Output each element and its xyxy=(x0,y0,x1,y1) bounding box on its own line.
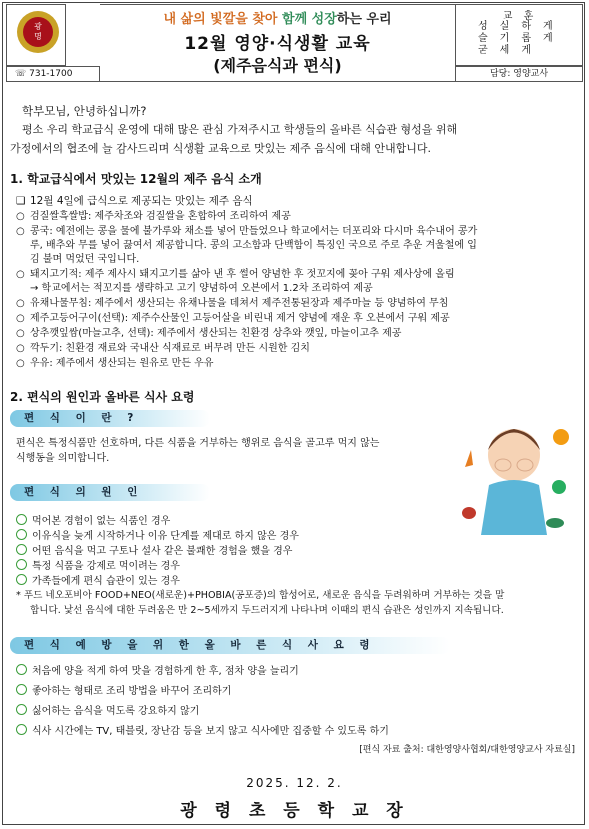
page-title: 12월 영양·식생활 교육 xyxy=(184,34,371,54)
food-item: ○ 콩국: 예전에는 콩을 물에 불가루와 채소를 넣어 만들었으나 학교에서는 더포리와 다시마 육수내어 콩가 xyxy=(16,226,478,237)
definition-line: 식행동을 의미합니다. xyxy=(16,453,110,464)
tip-item xyxy=(16,703,199,719)
neophobia-note: * 푸드 네오포비아 FOOD+NEO(새로운)+PHOBIA(공포증)의 합성어로, 새로운 음식을 두려워하며 거부하는 것을 말 xyxy=(16,590,505,601)
check-icon xyxy=(16,684,27,695)
food-item-text: 콩국: 예전에는 콩을 물에 불가루와 채소를 넣어 만들었으나 학교에서는 더포리와 다시마 육수내어 콩가 xyxy=(30,226,478,237)
phone-code: ☏ 731-1700 xyxy=(6,66,100,82)
tip-text: 식사 시간에는 TV, 태블릿, 장난감 등을 보지 않고 식사에만 집중할 수 있도록 하기 xyxy=(32,726,389,737)
cause-item xyxy=(16,573,180,589)
check-icon xyxy=(16,664,27,675)
cause-text: 이유식을 늦게 시작하거나 이유 단계를 제대로 하지 않은 경우 xyxy=(32,531,299,542)
cause-text: 가족들에게 편식 습관이 있는 경우 xyxy=(32,576,180,587)
tip-text: 처음에 양을 적게 하여 맛을 경험하게 한 후, 점차 양을 늘리기 xyxy=(32,666,299,677)
cause-item xyxy=(16,543,292,559)
food-item: ○ 우유: 제주에서 생산되는 원유로 만든 우유 xyxy=(16,358,214,369)
motto-label: 교 훈 xyxy=(502,11,538,22)
food-item-text: 상추깻잎쌈(마늘고추, 선택): 제주에서 생산되는 친환경 상추와 깻잎, 마늘이고추 제공 xyxy=(30,328,402,339)
child-face xyxy=(488,429,540,481)
definition-banner: 편 식 이 란 ? xyxy=(10,410,210,427)
neophobia-note: 합니다. 낯선 음식에 대한 두려움은 만 2~5세까지 두드러지게 나타나며 이때의 편식 습관은 성인까지 지속됩니다. xyxy=(30,605,504,616)
check-icon xyxy=(16,704,27,715)
cause-item xyxy=(16,513,170,529)
food-item-cont: 김 불며 먹었던 국입니다. xyxy=(30,254,140,265)
broccoli-icon xyxy=(552,480,566,494)
section2-title: 2. 편식의 원인과 올바른 식사 요령 xyxy=(10,390,195,404)
issue-date: 2025. 12. 2. xyxy=(246,776,343,790)
page-subtitle: (제주음식과 편식) xyxy=(213,56,342,75)
food-item-cont: → 학교에서는 적꼬지를 생략하고 고기 양념하여 오븐에서 1.2차 조리하여 제공 xyxy=(30,283,373,294)
check-icon xyxy=(16,574,27,585)
manager-label: 담당: 영양교사 xyxy=(455,66,583,82)
intro-line: 가정에서의 협조에 늘 감사드리며 식생활 교육으로 맛있는 제주 음식에 대해 안내합니다. xyxy=(10,142,431,155)
emblem-text: 광 명 xyxy=(23,17,53,47)
school-emblem-icon xyxy=(17,11,59,53)
school-name: 광 령 초 등 학 교 장 xyxy=(180,801,409,821)
pepper-icon xyxy=(546,518,564,528)
tip-text: 좋아하는 형태로 조리 방법을 바꾸어 조리하기 xyxy=(32,686,232,697)
cause-item xyxy=(16,528,299,544)
cause-item xyxy=(16,558,180,574)
food-item: ○ 상추깻잎쌈(마늘고추, 선택): 제주에서 생산되는 친환경 상추와 깻잎, 마늘이고추 제공 xyxy=(16,328,402,339)
food-item-cont: 루, 배추와 무를 넣어 끓여서 제공합니다. 콩의 고소함과 단백함이 특징인 국으로 주로 추운 겨울철에 입 xyxy=(30,240,477,251)
tip-item xyxy=(16,723,389,739)
tip-text: 싫어하는 음식을 먹도록 강요하지 않기 xyxy=(32,706,200,717)
section1-title: 1. 학교급식에서 맛있는 12월의 제주 음식 소개 xyxy=(10,172,262,186)
tip-item xyxy=(16,663,299,679)
check-icon xyxy=(16,559,27,570)
cause-text: 특정 식품을 강제로 먹이려는 경우 xyxy=(32,561,180,572)
motto-line: 슬기롭게 xyxy=(478,33,565,44)
slogan-part1: 내 삶의 빛깔을 찾아 xyxy=(163,12,283,27)
food-item-text: 깍두기: 친환경 재료와 국내산 식재료로 버무려 만든 시원한 김치 xyxy=(30,343,310,354)
motto-line: 굳세게 xyxy=(478,45,543,56)
section1-heading: ❑ 12월 4일에 급식으로 제공되는 맛있는 제주 음식 xyxy=(16,195,253,207)
tip-item xyxy=(16,683,231,699)
child-shirt xyxy=(481,480,547,535)
food-item: ○ 검질쌀흑쌀밥: 제주차조와 검질쌀을 혼합하여 조리하여 제공 xyxy=(16,211,291,222)
cause-banner: 편 식 의 원 인 xyxy=(10,484,210,501)
food-item-text: 돼지고기적: 제주 제사시 돼지고기를 삶아 낸 후 썰어 양념한 후 젓꼬지에 꽂아 구워 제사상에 올림 xyxy=(30,269,455,280)
check-icon xyxy=(16,724,27,735)
slogan-part2: 함께 성장 xyxy=(282,12,337,27)
orange-icon xyxy=(553,429,569,445)
food-item: ○ 제주고등어구이(선택): 제주수산물인 고등어살을 비린내 제거 양념에 재운 후 오븐에서 구워 제공 xyxy=(16,313,450,324)
motto-line: 성실하게 xyxy=(478,21,565,32)
food-item: ○ 깍두기: 친환경 재료와 국내산 식재료로 버무려 만든 시원한 김치 xyxy=(16,343,310,354)
food-item-text: 유채나물무침: 제주에서 생산되는 유채나물을 데쳐서 제주전통된장과 제주마늘 등 양념하여 무침 xyxy=(30,298,449,309)
title-box xyxy=(100,4,455,82)
section1-heading-text: 12월 4일에 급식으로 제공되는 맛있는 제주 음식 xyxy=(30,195,253,207)
greeting: 학부모님, 안녕하십니까? xyxy=(22,104,147,118)
child-hand xyxy=(517,459,533,471)
source-note: [편식 자료 출처: 대한영양사협회/대한영양교사 자료실] xyxy=(359,745,575,755)
slogan-part3: 하는 우리 xyxy=(336,12,392,27)
food-item-text: 우유: 제주에서 생산되는 원유로 만든 우유 xyxy=(30,358,214,369)
check-icon xyxy=(16,529,27,540)
food-item: ○ 유채나물무침: 제주에서 생산되는 유채나물을 데쳐서 제주전통된장과 제주마늘 등 양념하여 무침 xyxy=(16,298,449,309)
motto-box xyxy=(455,4,583,66)
food-item-text: 검질쌀흑쌀밥: 제주차조와 검질쌀을 혼합하여 조리하여 제공 xyxy=(30,211,291,222)
intro-line: 평소 우리 학교급식 운영에 대해 많은 관심 가져주시고 학생들의 올바른 식습관 형성을 위해 xyxy=(22,123,458,136)
picky-child-illustration xyxy=(455,405,573,540)
definition-line: 편식은 특정식품만 선호하며, 다른 식품을 거부하는 행위로 음식을 골고루 먹지 않는 xyxy=(16,438,380,449)
food-item: ○ 돼지고기적: 제주 제사시 돼지고기를 삶아 낸 후 썰어 양념한 후 젓꼬지에 꽂아 구워 제사상에 올림 xyxy=(16,269,455,280)
food-item-text: 제주고등어구이(선택): 제주수산물인 고등어살을 비린내 제거 양념에 재운 후 오븐에서 구워 제공 xyxy=(30,313,450,324)
child-hand xyxy=(495,459,511,471)
slogan xyxy=(100,8,455,27)
tomato-icon xyxy=(462,507,476,519)
check-icon xyxy=(16,514,27,525)
header xyxy=(6,4,583,82)
cause-text: 어떤 음식을 먹고 구토나 설사 같은 불쾌한 경험을 했을 경우 xyxy=(32,546,293,557)
cause-text: 먹어본 경험이 없는 식품인 경우 xyxy=(32,516,171,527)
tips-banner: 편 식 예 방 을 위 한 올 바 른 식 사 요 령 xyxy=(10,637,450,654)
check-icon xyxy=(16,544,27,555)
carrot-icon xyxy=(465,450,473,467)
motto-lines xyxy=(478,21,565,57)
logo-box xyxy=(6,4,66,66)
